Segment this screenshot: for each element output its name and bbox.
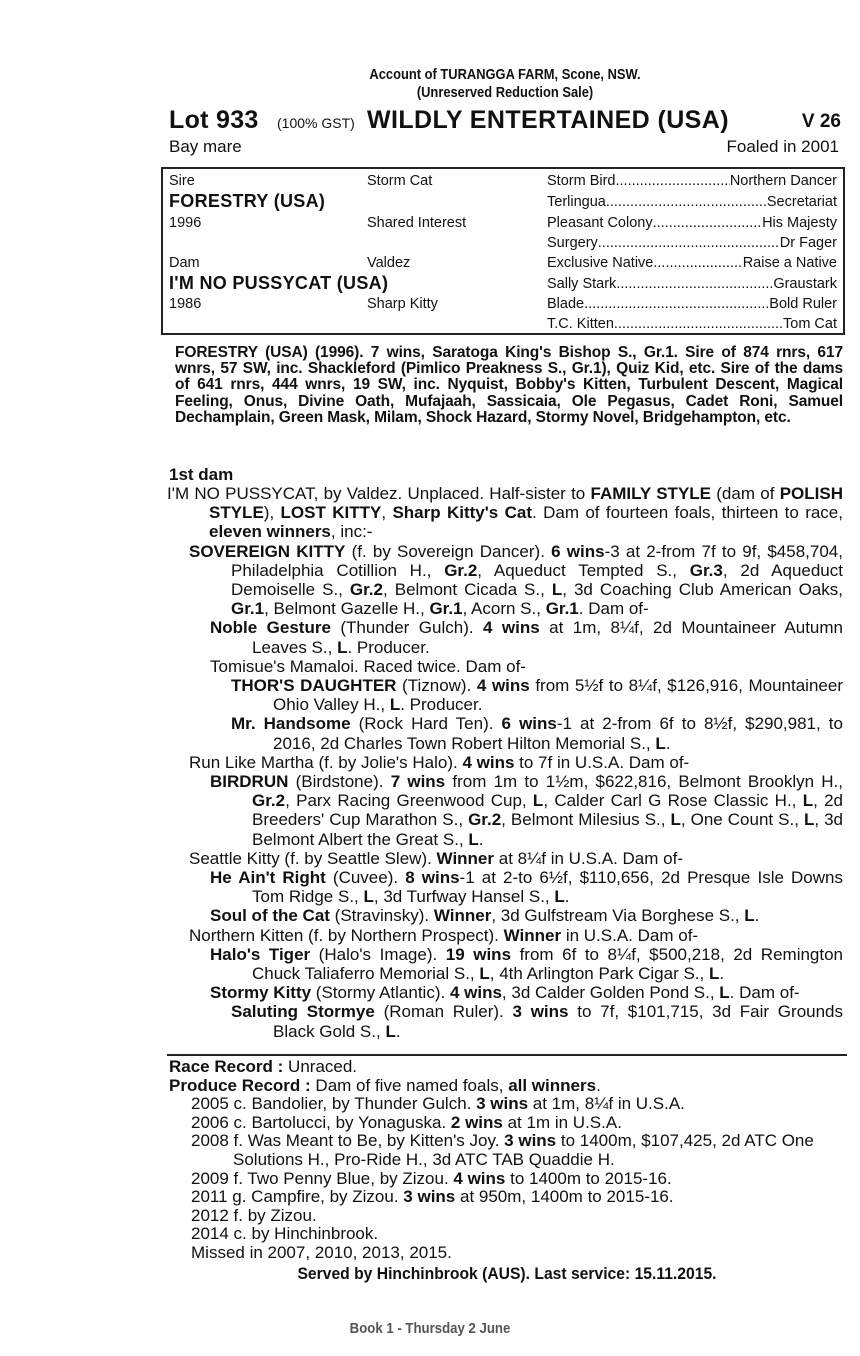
family-entry: Halo's Tiger (Halo's Image). 19 wins from 6f to 8¼f, $500,218, 2d Remington Chuck Taliaferro Memorial S., L, 4th Arlington Park Cigar S., L. xyxy=(210,944,844,984)
grandparent-row: Exclusive Native ..... Raise a Native xyxy=(547,255,837,272)
dam-dam: Sharp Kitty xyxy=(367,296,438,312)
family-entry: Noble Gesture (Thunder Gulch). 4 wins at 1m, 8¼f, 2d Mountaineer Autumn Leaves S., L. Producer. xyxy=(210,618,843,657)
lot-title-line xyxy=(167,106,843,136)
dam-name: I'M NO PUSSYCAT (USA) xyxy=(169,273,389,293)
produce-list xyxy=(169,1095,845,1262)
pedigree-table xyxy=(161,167,845,335)
page-footer: Book 1 - Thursday 2 June xyxy=(349,1320,511,1337)
section-divider xyxy=(167,1054,847,1056)
account-line: Account of TURANGGA FARM, Scone, NSW. xyxy=(369,66,641,83)
sex-colour: Bay mare xyxy=(169,137,242,156)
served-by-note: Served by Hinchinbrook (AUS). Last service: 15.11.2015. xyxy=(297,1264,717,1283)
grandparent-row: Pleasant Colony ..... His Majesty xyxy=(547,215,837,232)
sale-type: (Unreserved Reduction Sale) xyxy=(416,84,594,101)
produce-entry: 2011 g. Campfire, by Zizou. 3 wins at 950m, 1400m to 2015-16. xyxy=(191,1187,674,1207)
grandparent-row: Storm Bird ..... Northern Dancer xyxy=(547,173,837,190)
produce-entry: 2005 c. Bandolier, by Thunder Gulch. 3 wins at 1m, 8¼f in U.S.A. xyxy=(191,1094,685,1114)
dam-year: 1986 xyxy=(169,296,202,312)
family-entry: SOVEREIGN KITTY (f. by Sovereign Dancer). 6 wins-3 at 2-from 7f to 9f, $458,704, Philadelphia Cotillion H., Gr.2, Aqueduct Tempted S., Gr.3, 2d Aqueduct Demoiselle S., Gr.2, Belmont Cicada S., L, 3d Coaching Club American Oaks, Gr.1, Belmont Gazelle H., Gr.1, Acorn S., Gr.1. Dam of- xyxy=(189,541,843,619)
foaled-year: Foaled in 2001 xyxy=(726,137,839,156)
family-entry: Seattle Kitty (f. by Seattle Slew). Winner at 8¼f in U.S.A. Dam of- xyxy=(189,848,683,868)
produce-entry: 2009 f. Two Penny Blue, by Zizou. 4 wins to 1400m to 2015-16. xyxy=(191,1168,672,1188)
sire-label: Sire xyxy=(169,173,195,189)
produce-record-label: Produce Record : xyxy=(169,1075,311,1095)
race-record xyxy=(169,1058,845,1077)
produce-entry: 2008 f. Was Meant to Be, by Kitten's Joy. 3 wins to 1400m, $107,425, 2d ATC One Solutions H., Pro-Ride H., 3d ATC TAB Quaddie H. xyxy=(191,1131,814,1169)
first-dam-heading: 1st dam xyxy=(169,465,234,484)
produce-entry: 2014 c. by Hinchinbrook. xyxy=(191,1224,379,1244)
family-entry: Saluting Stormye (Roman Ruler). 3 wins to 7f, $101,715, 3d Fair Grounds Black Gold S., L. xyxy=(231,1002,844,1041)
vendor-code: V 26 xyxy=(801,111,841,132)
lot-number: Lot 933 xyxy=(169,106,259,134)
produce-record: Produce Record : Dam of five named foals, all winners. xyxy=(169,1075,601,1095)
dam-label: Dam xyxy=(169,255,200,271)
race-record-value: Unraced. xyxy=(283,1057,358,1076)
family-entry: Stormy Kitty (Stormy Atlantic). 4 wins, 3d Calder Golden Pond S., L. Dam of- xyxy=(210,983,800,1003)
vendor-account-block xyxy=(214,66,795,102)
records-block xyxy=(169,1058,845,1284)
family-entry: Soul of the Cat (Stravinsky). Winner, 3d Gulfstream Via Borghese S., L. xyxy=(210,906,760,926)
horse-name: WILDLY ENTERTAINED (USA) xyxy=(367,106,729,134)
family-entry: Northern Kitten (f. by Northern Prospect). Winner in U.S.A. Dam of- xyxy=(189,925,699,945)
family-entry: He Ain't Right (Cuvee). 8 wins-1 at 2-to 6½f, $110,656, 2d Presque Isle Downs Tom Ridge S., L, 3d Turfway Hansel S., L. xyxy=(210,868,843,907)
produce-entry: Missed in 2007, 2010, 2013, 2015. xyxy=(191,1242,452,1262)
family-entry: Run Like Martha (f. by Jolie's Halo). 4 wins to 7f in U.S.A. Dam of- xyxy=(189,752,690,772)
sire-dam: Shared Interest xyxy=(367,215,467,231)
grandparent-row: Terlingua ..... Secretariat xyxy=(547,194,837,211)
produce-entry: 2006 c. Bartolucci, by Yonaguska. 2 wins at 1m in U.S.A. xyxy=(191,1112,622,1132)
sire-name: FORESTRY (USA) xyxy=(169,191,326,211)
grandparent-row: Surgery ..... Dr Fager xyxy=(547,235,837,252)
produce-entry: 2012 f. by Zizou. xyxy=(191,1205,317,1225)
grandparent-row: T.C. Kitten ..... Tom Cat xyxy=(547,316,837,333)
first-dam-family xyxy=(167,484,843,1041)
family-entry: BIRDRUN (Birdstone). 7 wins from 1m to 1½m, $622,816, Belmont Brooklyn H., Gr.2, Parx Racing Greenwood Cup, L, Calder Carl G Rose Classic H., L, 2d Breeders' Cup Marathon S., Gr.2, Belmont Milesius S., L, One Count S., L, 3d Belmont Albert the Great S., L. xyxy=(210,772,844,849)
grandparent-row: Sally Stark ..... Graustark xyxy=(547,276,837,293)
gst-note: (100% GST) xyxy=(277,115,355,131)
family-entry: Mr. Handsome (Rock Hard Ten). 6 wins-1 at 2-from 6f to 8½f, $290,981, to 2016, 2d Charles Town Robert Hilton Memorial S., L. xyxy=(231,714,843,753)
family-entry: I'M NO PUSSYCAT, by Valdez. Unplaced. Half-sister to FAMILY STYLE (dam of POLISH STYLE), LOST KITTY, Sharp Kitty's Cat. Dam of fourteen foals, thirteen to race, eleven winners, inc:- xyxy=(167,484,843,542)
family-entry: Tomisue's Mamaloi. Raced twice. Dam of- xyxy=(210,656,526,676)
sire-summary: FORESTRY (USA) (1996). 7 wins, Saratoga King's Bishop S., Gr.1. Sire of 874 rnrs, 617 wnrs, 57 SW, inc. Shackleford (Pimlico Preakness S., Gr.1), Quiz Kid, etc. Sire of the dams of 641 rnrs, 444 wnrs, 19 SW, inc. Nyquist, Bobby's Kitten, Turbulent Descent, Magical Feeling, Onus, Divine Oath, Mufajaah, Sassicaia, Ole Pegasus, Cadet Roni, Samuel Dechamplain, Green Mask, Milam, Shock Hazard, Stormy Novel, Bridgehampton, etc. xyxy=(175,344,843,426)
dam-sire: Valdez xyxy=(367,255,411,271)
sire-sire: Storm Cat xyxy=(367,173,433,189)
race-record-label: Race Record : xyxy=(169,1057,284,1076)
sire-year: 1996 xyxy=(169,215,202,231)
grandparent-row: Blade ..... Bold Ruler xyxy=(547,296,837,313)
family-entry: THOR'S DAUGHTER (Tiznow). 4 wins from 5½f to 8¼f, $126,916, Mountaineer Ohio Valley H., L. Producer. xyxy=(231,676,843,715)
